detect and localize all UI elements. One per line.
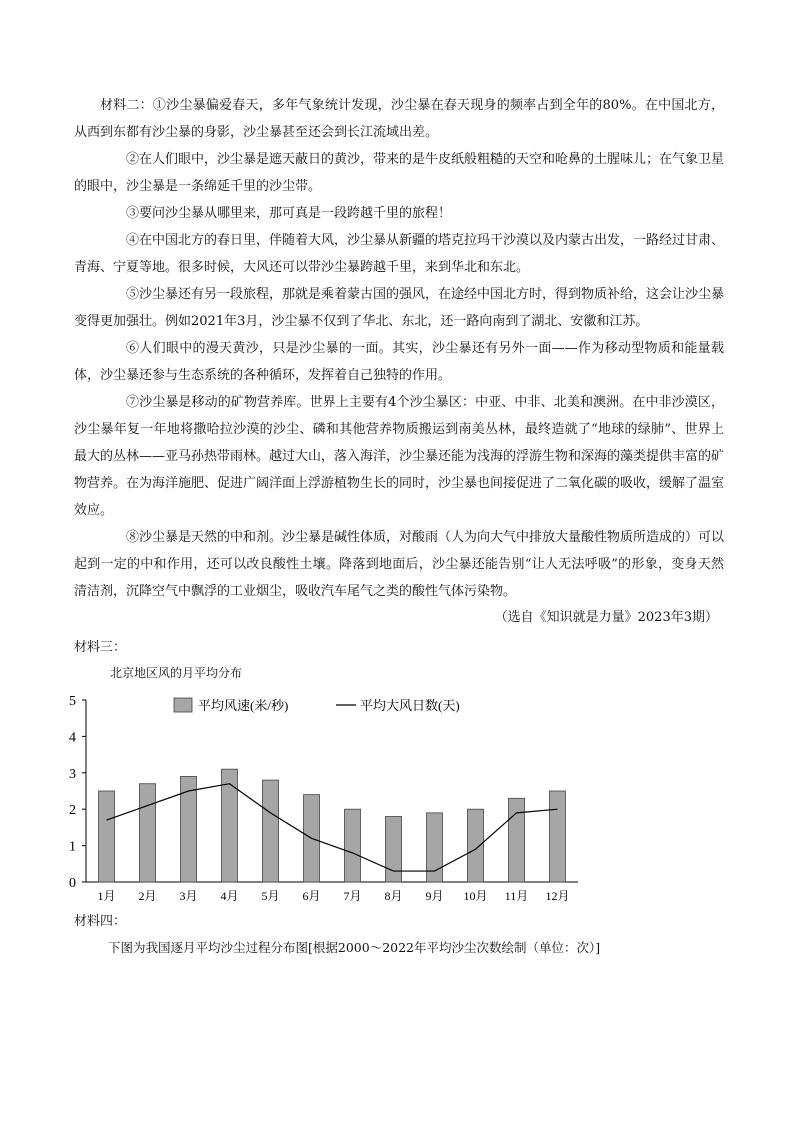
y-tick-label: 3 xyxy=(69,766,76,782)
material2-paragraph-4: ④在中国北方的春日里，伴随着大风，沙尘暴从新疆的塔克拉玛干沙漠以及内蒙古出发，一路经过甘肃、青海、宁夏等地。很多时候，大风还可以带沙尘暴跨越千里，来到华北和东北。 xyxy=(74,233,725,275)
source-citation: （选自《知识就是力量》2023年3期） xyxy=(494,610,718,625)
material4-caption: 下图为我国逐月平均沙尘过程分布图[根据2000～2022年平均沙尘次数绘制（单位：次）] xyxy=(108,940,601,955)
material2-paragraph-2: ②在人们眼中，沙尘暴是遮天蔽日的黄沙，带来的是牛皮纸般粗糙的天空和呛鼻的土腥味儿；在气象卫星的眼中，沙尘暴是一条绵延千里的沙尘带。 xyxy=(74,152,725,194)
wind-chart xyxy=(0,680,794,920)
x-tick-label: 1月 xyxy=(97,889,116,903)
x-tick-label: 7月 xyxy=(343,889,362,903)
chart-title: 北京地区风的月平均分布 xyxy=(110,666,243,680)
bar-4 xyxy=(222,769,238,882)
material4-label: 材料四： xyxy=(74,913,127,928)
material2-paragraph-1: 材料二：①沙尘暴偏爱春天，多年气象统计发现，沙尘暴在春天现身的频率占到全年的80%。在中国北方，从西到东都有沙尘暴的身影，沙尘暴甚至还会到长江流域出差。 xyxy=(74,98,724,140)
material2-paragraph-3: ③要问沙尘暴从哪里来，那可真是一段跨越千里的旅程！ xyxy=(126,206,452,221)
legend-line-label: 平均大风日数(天) xyxy=(360,698,460,713)
material2-paragraph-8: ⑧沙尘暴是天然的中和剂。沙尘暴是碱性体质，对酸雨（人为向大气中排放大量酸性物质所造成的）可以起到一定的中和作用，还可以改良酸性土壤。降落到地面后，沙尘暴还能告别“让人无法呼吸”的形象，变身天然清洁剂，沉降空气中飘浮的工业烟尘，吸收汽车尾气之类的酸性气体污染物。 xyxy=(74,530,725,599)
bar-11 xyxy=(509,798,525,882)
x-tick-label: 5月 xyxy=(261,889,280,903)
legend-bar-label: 平均风速(米/秒) xyxy=(198,698,289,713)
x-tick-label: 6月 xyxy=(302,889,321,903)
bar-8 xyxy=(386,816,402,882)
material2-paragraph-5: ⑤沙尘暴还有另一段旅程，那就是乘着蒙古国的强风，在途经中国北方时，得到物质补给，这会让沙尘暴变得更加强壮。例如2021年3月，沙尘暴不仅到了华北、东北，还一路向南到了湖北、安徽和江苏。 xyxy=(74,287,725,329)
bar-12 xyxy=(550,791,566,882)
bar-10 xyxy=(468,809,484,882)
material2-paragraph-6: ⑥人们眼中的漫天黄沙，只是沙尘暴的一面。其实，沙尘暴还有另外一面——作为移动型物质和能量载体，沙尘暴还参与生态系统的各种循环，发挥着自己独特的作用。 xyxy=(74,341,724,383)
x-tick-label: 4月 xyxy=(220,889,239,903)
line-series-wind-days xyxy=(107,784,558,871)
legend-bar-swatch xyxy=(174,698,192,712)
y-tick-label: 4 xyxy=(69,730,76,746)
x-tick-label: 11月 xyxy=(504,889,529,903)
y-tick-label: 0 xyxy=(69,876,76,891)
bar-7 xyxy=(345,809,361,882)
bar-5 xyxy=(263,780,279,882)
bar-3 xyxy=(181,776,197,882)
y-tick-label: 1 xyxy=(69,839,76,855)
x-tick-label: 9月 xyxy=(425,889,444,903)
bar-2 xyxy=(140,784,156,882)
material2-paragraph-7: ⑦沙尘暴是移动的矿物营养库。世界上主要有4个沙尘暴区：中亚、中非、北美和澳洲。在中非沙漠区，沙尘暴年复一年地将撒哈拉沙漠的沙尘、磷和其他营养物质搬运到南美丛林，最终造就了“地球的绿肺”、世界上最大的丛林——亚马孙热带雨林。越过大山，落入海洋，沙尘暴还能为浅海的浮游生物和深海的藻类提供丰富的矿物营养。在为海洋施肥、促进广阔洋面上浮游植物生长的同时，沙尘暴也间接促进了二氧化碳的吸收，缓解了温室效应。 xyxy=(74,395,725,518)
bar-1 xyxy=(99,791,115,882)
material3-label: 材料三： xyxy=(74,639,127,654)
y-tick-label: 2 xyxy=(69,803,76,819)
x-tick-label: 10月 xyxy=(463,889,488,903)
x-tick-label: 12月 xyxy=(545,889,570,903)
x-tick-label: 8月 xyxy=(384,889,403,903)
x-tick-label: 3月 xyxy=(179,889,198,903)
x-tick-label: 2月 xyxy=(138,889,157,903)
y-tick-label: 5 xyxy=(69,694,76,709)
